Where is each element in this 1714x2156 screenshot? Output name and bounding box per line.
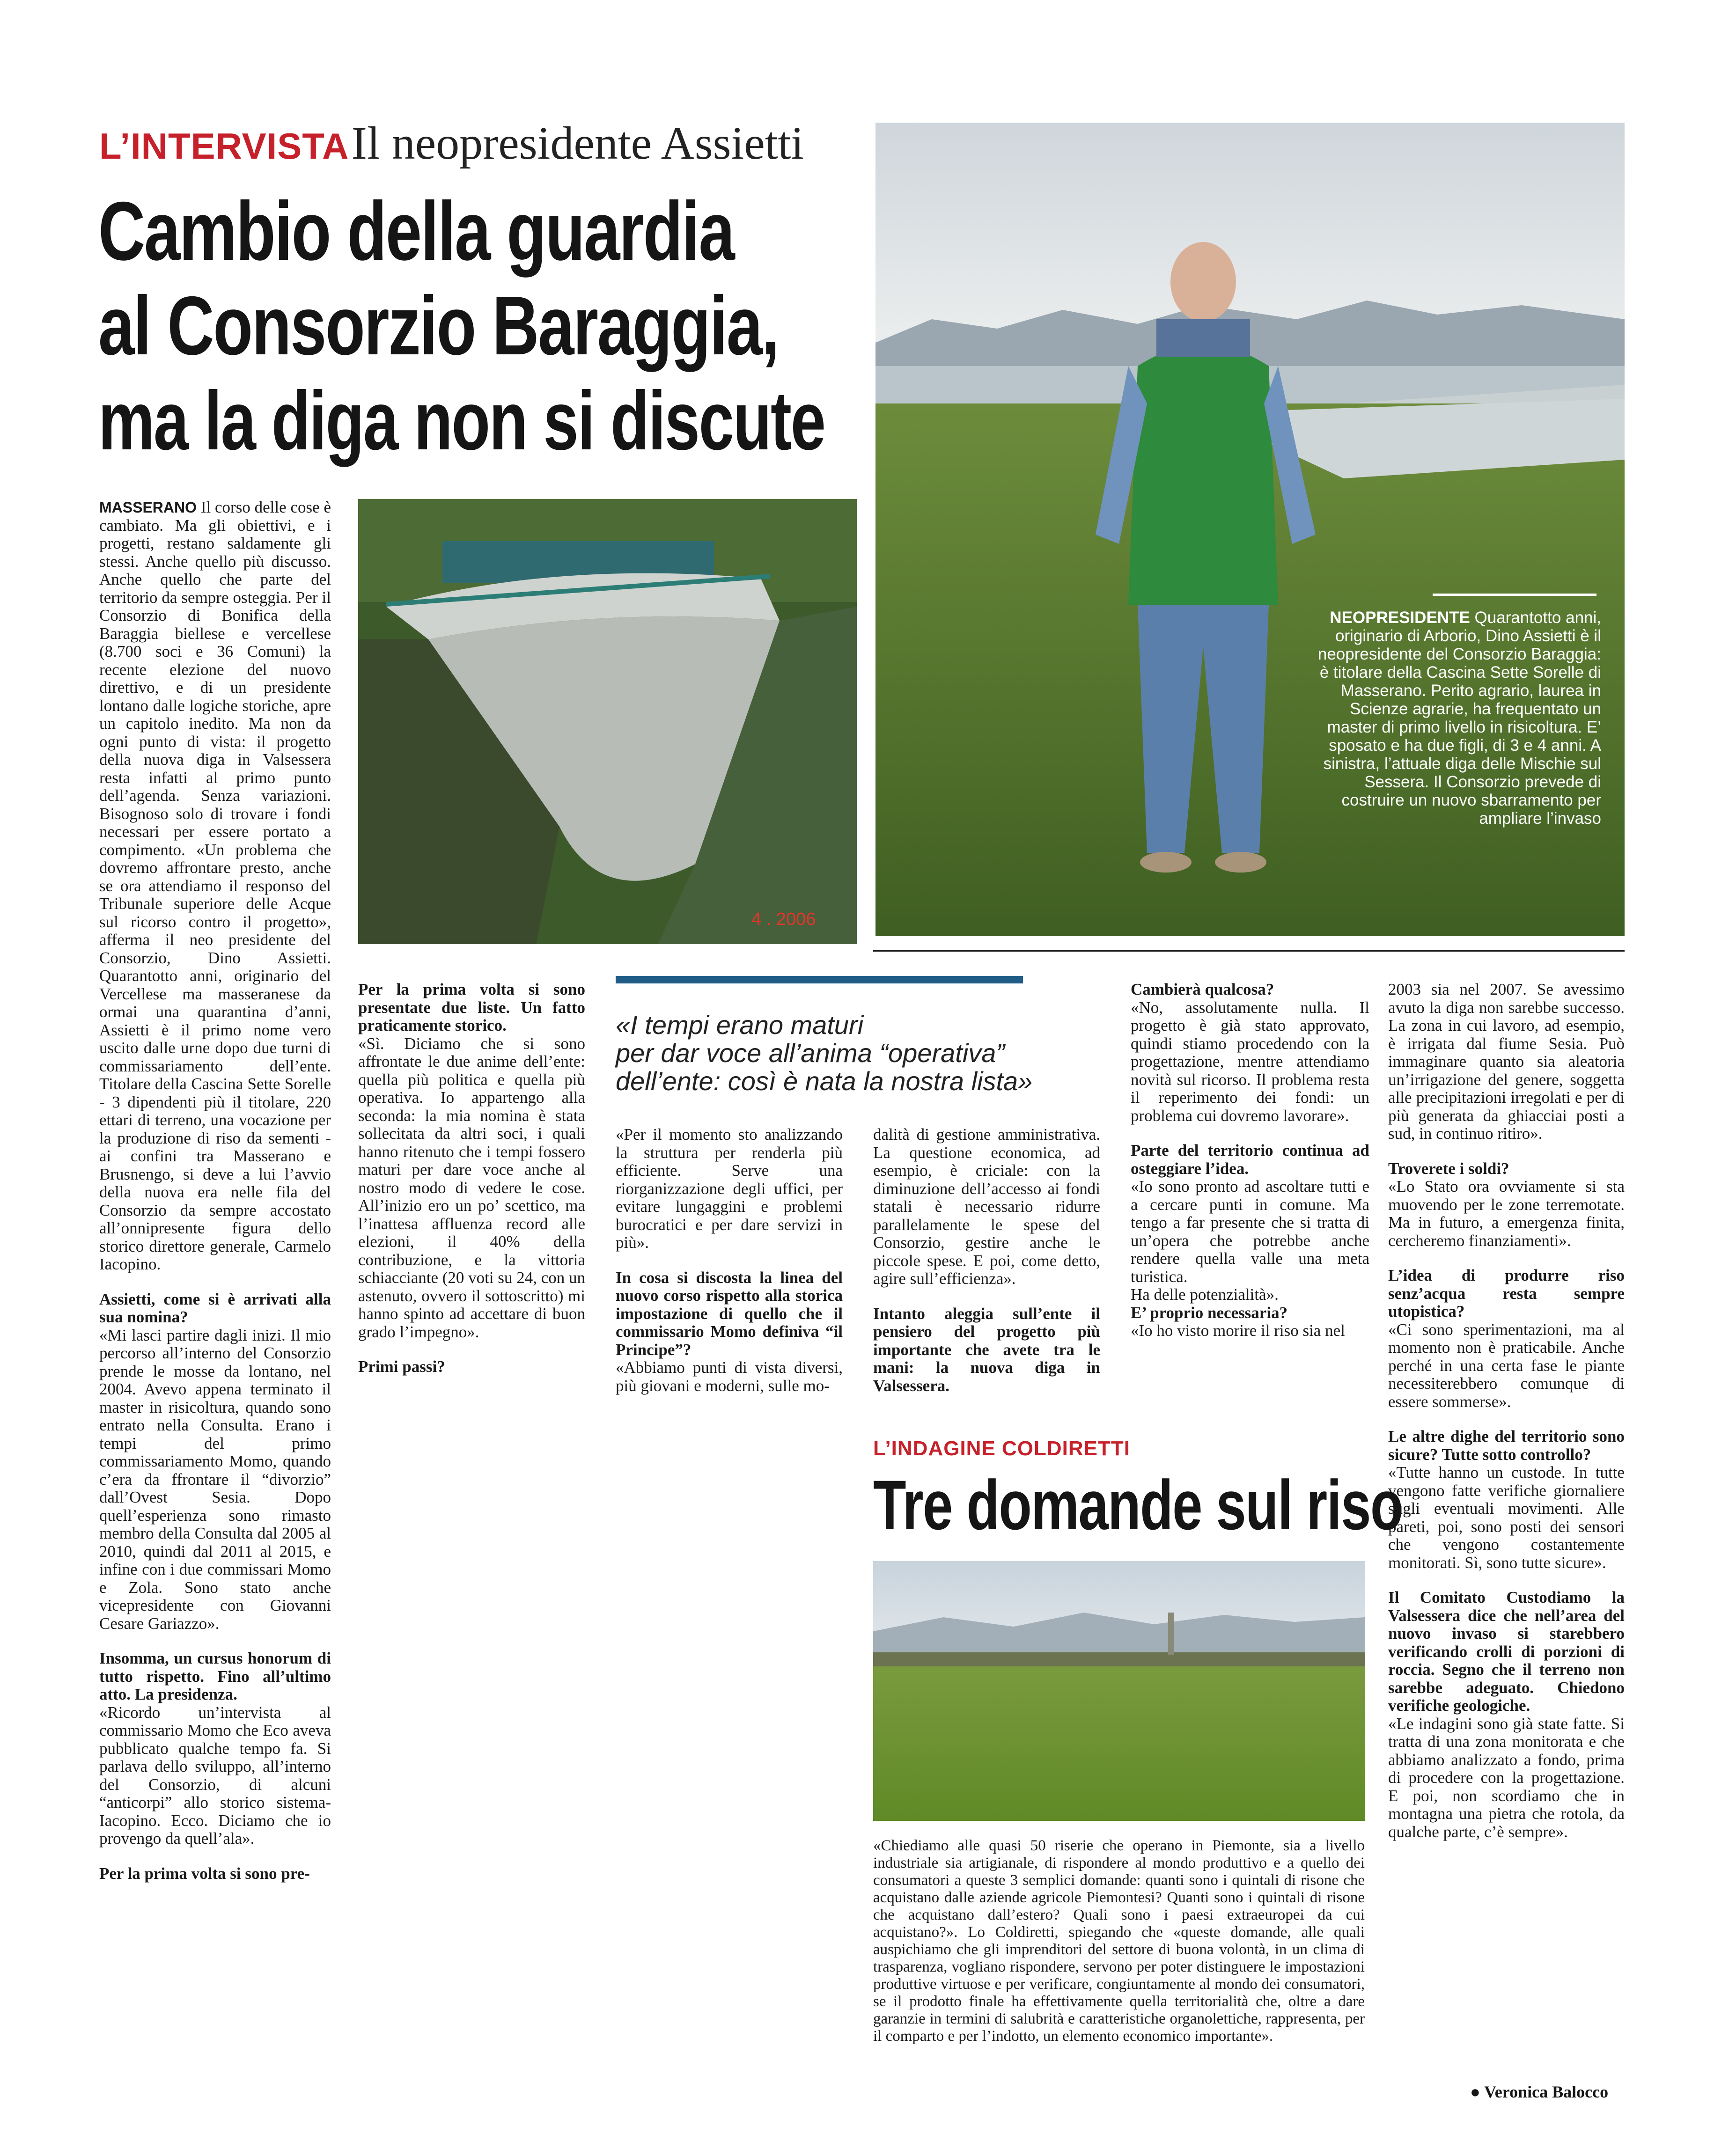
caption-rule bbox=[1433, 594, 1596, 596]
kicker-subtitle: Il neopresidente Assietti bbox=[351, 117, 804, 169]
headline-line-2: al Consorzio Baraggia, bbox=[98, 279, 779, 372]
answer-3: «Sì. Diciamo che si sono affrontate le due anime dell’ente: quella più politica e quella più operativa. Io appartengo alla seconda: la mia nomina è stata sollecitata da altri soci, i quali hanno ritenuto che i tempi fossero maturi per dare voce anche al nostro modo di vedere le cose. All’inizio ero un po’ scettico, ma l’inattesa affluenza record alle elezioni, il 40% della contribuzione, e la vittoria schiacciante (20 voti su 24, con un astenuto, ovvero il sottoscritto) mi hanno spinto ad accettare di buon grado l’impegno». bbox=[358, 1034, 585, 1341]
answer-2: «Ricordo un’intervista al commissario Momo che Eco aveva pubblicato qualche tempo fa. Si parlava dello sviluppo, all’interno del Consorzio, di alcuni “anticorpi” allo storico sistema-Iacopino. Ecco. Diciamo che io provengo da quell’ala». bbox=[99, 1703, 331, 1848]
question-2: Insomma, un cursus honorum di tutto rispetto. Fino all’ultimo atto. La presidenza. bbox=[99, 1649, 331, 1703]
article-column-2 bbox=[358, 981, 585, 1430]
rice-field-photo bbox=[873, 1561, 1365, 1821]
headline-line-1: Cambio della guardia bbox=[98, 184, 734, 278]
article-column-6 bbox=[1388, 981, 1625, 2095]
pullquote-bar bbox=[616, 976, 1023, 983]
sidebar-kicker: L’INDAGINE COLDIRETTI bbox=[873, 1437, 1130, 1460]
section-rule bbox=[873, 950, 1625, 952]
article-column-4 bbox=[873, 1126, 1100, 1416]
dam-photo-date: 4 . 2006 bbox=[751, 909, 816, 929]
kicker bbox=[99, 116, 804, 170]
sidebar-title: Tre domande sul riso bbox=[873, 1466, 1403, 1544]
answer-7: «No, assolutamente nulla. Il progetto è già stato approvato, quindi stiamo procedendo con la progettazione, mentre attendiamo novità sul ricorso. Il problema resta il reperimento dei fondi: un problema cui dovremo lavorare». bbox=[1131, 998, 1369, 1125]
kicker-label: L’INTERVISTA bbox=[99, 125, 349, 167]
question-10: Troverete i soldi? bbox=[1388, 1159, 1509, 1178]
answer-8: «Io sono pronto ad ascoltare tutti e a cercare punti in comune. Ma tengo a far presente che si tratta di un’opera che potrebbe anche rendere quella valle una meta turistica. bbox=[1131, 1177, 1369, 1286]
question-4: Primi passi? bbox=[358, 1357, 445, 1376]
answer-5-end: dalità di gestione amministrativa. La questione economica, ad esempio, è criciale: con la diminuzione dell’accesso ai fondi statali è necessario ridurre parallelamente le spese del Consorzio, gestire anche le piccole spese. E poi, come detto, agire sull’efficienza». bbox=[873, 1126, 1100, 1288]
sidebar-body: «Chiediamo alle quasi 50 riserie che operano in Piemonte, sia a livello industriale sia artigianale, di rispondere al mondo produttivo e a quello dei consumatori a queste 3 semplici domande: quanti sono i quintali di risone che acquistano dalle aziende agricole Piemontesi? Quanti sono i quintali di risone che acquistano dall’estero? Quali sono i paesi extraeuropei da cui acquistano?». Lo Coldiretti, spiegando che «queste domande, alle quali auspichiamo che gli imprenditori del settore di buona volontà, in un clima di trasparenza, vogliano rispondere, servono per poter distinguere le impostazioni produttive virtuose e per verificare, congiuntamente al mondo dei consumatori, se il prodotto finale ha effettivamente quella territorialità che, oltre a dare garanzie in termini di salubrità e caratteristiche organolettiche, rappresenta, per il comparto e per l’indotto, un elemento economico importante». bbox=[873, 1837, 1365, 2045]
pullquote-line-2: per dar voce all’anima “operativa” bbox=[616, 1038, 1005, 1068]
byline-bullet: ● bbox=[1470, 2083, 1485, 2101]
answer-9-start: «Io ho visto morire il riso sia nel bbox=[1131, 1321, 1345, 1340]
answer-4: «Per il momento sto analizzando la struttura per renderla più efficiente. Serve una riorganizzazione degli uffici, per evitare lungaggini e problemi burocratici e per dare servizi in più». bbox=[616, 1126, 843, 1252]
question-12: Le altre dighe del territorio sono sicure? Tutte sotto controllo? bbox=[1388, 1427, 1625, 1464]
question-7: Cambierà qualcosa? bbox=[1131, 981, 1274, 998]
byline bbox=[1470, 2082, 1608, 2102]
question-9: E’ proprio necessaria? bbox=[1131, 1303, 1288, 1322]
article-column-5 bbox=[1131, 981, 1369, 1421]
question-6: Intanto aleggia sull’ente il pensiero del progetto più importante che avete tra le mani: la nuova diga in Valsessera. bbox=[873, 1304, 1100, 1395]
pullquote-line-1: «I tempi erano maturi bbox=[616, 1010, 864, 1040]
pull-quote bbox=[616, 1011, 1121, 1095]
byline-name: Veronica Balocco bbox=[1484, 2083, 1609, 2101]
answer-12: «Tutte hanno un custode. In tutte vengono fatte verifiche giornaliere sugli eventuali movimenti. Alle pareti, poi, sono posti dei sensori che vengono costantemente monitorati. Sì, sono tutte sicure». bbox=[1388, 1463, 1625, 1572]
caption-label: NEOPRESIDENTE bbox=[1330, 609, 1470, 627]
answer-1: «Mi lasci partire dagli inizi. Il mio percorso all’interno del Consorzio prende le mosse da lontano, nel 2004. Avevo appena terminato il master in risicoltura, quando sono entrato nella Consulta. Erano i tempi del primo commissariamento Momo, quando c’era da ffrontare il “divorzio” dall’Ovest Sesia. Dopo quell’esperienza sono rimasto membro della Consulta dal 2005 al 2010, quindi dal 2011 al 2015, e infine con i due commissari Momo e Zola. Sono stato anche vicepresidente con Giovanni Cesare Gariazzo». bbox=[99, 1326, 331, 1633]
answer-10: «Lo Stato ora ovviamente si sta muovendo per le zone terremotate. Ma in futuro, a emergenza finita, cercheremo finanziamenti». bbox=[1388, 1177, 1625, 1250]
dam-photo bbox=[358, 499, 857, 944]
headline-line-3: ma la diga non si discute bbox=[98, 374, 825, 467]
answer-9-end: 2003 sia nel 2007. Se avessimo avuto la diga non sarebbe successo. La zona in cui lavoro, ad esempio, è irrigata dal fiume Sesia. Può immaginare quanto sia aleatoria un’irrigazione del genere, soggetta alle precipitazioni irregolati e per di più generata da ghiacciai posti a sud, in continuo ritiro». bbox=[1388, 981, 1625, 1143]
article-column-3 bbox=[616, 1126, 843, 1416]
answer-5-start: «Abbiamo punti di vista diversi, più giovani e moderni, sulle mo- bbox=[616, 1358, 843, 1395]
answer-11: «Ci sono sperimentazioni, ma al momento non è praticabile. Anche perché in una certa fase le piante necessiterebbero comunque di essere sommerse». bbox=[1388, 1320, 1625, 1411]
answer-8b: Ha delle potenzialità». bbox=[1131, 1285, 1279, 1304]
question-5: In cosa si discosta la linea del nuovo corso rispetto alla storica impostazione di quello che il commissario Momo definiva “il Principe”? bbox=[616, 1268, 843, 1359]
answer-13: «Le indagini sono già state fatte. Si tratta di una zona monitorata e che abbiamo analizzato a fondo, prima di procedere con la progettazione. E poi, non scordiamo che in montagna una pietra che rotola, da qualche parte, c’è sempre». bbox=[1388, 1714, 1625, 1841]
caption-text: Quarantotto anni, originario di Arborio, Dino Assietti è il neopresidente del Consorzio Baraggia: è titolare della Cascina Sette Sorelle di Masserano. Perito agrario, laurea in Scienze agrarie, ha frequentato un master di primo livello in risicoltura. E’ sposato e ha due figli, di 3 e 4 anni. A sinistra, l’attuale diga delle Mischie sul Sessera. Il Consorzio prevede di costruire un nuovo sbarramento per ampliare l’invaso bbox=[1317, 609, 1601, 828]
article-column-1 bbox=[99, 499, 331, 2099]
question-3: Per la prima volta si sono presentate due liste. Un fatto praticamente storico. bbox=[358, 981, 585, 1034]
question-11: L’idea di produrre riso senz’acqua resta sempre utopistica? bbox=[1388, 1266, 1625, 1320]
pullquote-line-3: dell’ente: così è nata la nostra lista» bbox=[616, 1066, 1033, 1096]
question-1: Assietti, come si è arrivati alla sua nomina? bbox=[99, 1290, 331, 1326]
question-13: Il Comitato Custodiamo la Valsessera dice che nell’area del nuovo invaso si starebbero verificando crolli di porzioni di roccia. Segno che il terreno non sarebbe adeguato. Chiedono verifiche geologiche. bbox=[1388, 1588, 1625, 1715]
sidebar-text bbox=[873, 1837, 1365, 2099]
article-intro: Il corso delle cose è cambiato. Ma gli obiettivi, e i progetti, restano saldamente gli stessi. Anche quello più discusso. Anche quello che parte del territorio da sempre osteggia. Per il Consorzio di Bonifica della Baraggia biellese e vercellese (8.700 soci e 36 Comuni) la recente elezione del nuovo direttivo, e di un presidente lontano dalle logiche storiche, apre un capitolo inedito. Ma non da ogni punto di vista: il progetto della nuova diga in Valsessera resta infatti al primo punto dell’agenda. Senza variazioni. Bisognoso solo di trovare i fondi necessari per essere portato a compimento. «Un problema che dovremo affrontare presto, anche se ora attendiamo il responso del Tribunale superiore delle Acque sul ricorso contro il progetto», afferma il neo presidente del Consorzio, Dino Assietti. Quarantotto anni, originario del Vercellese ma masseranese da ormai una quarantina d’anni, Assietti è il primo nome vero uscito dalle urne dopo due turni di commissariamento dell’ente. Titolare della Cascina Sette Sorelle - 3 dipendenti più il titolare, 220 ettari di terreno, una vocazione per la produzione di riso da sementi - ai confini tra Masserano e Brusnengo, si deve a lui l’avvio della nuova era nelle fila del Consorzio da sempre accostato all’onnipresente figura dello storico direttore generale, Carmelo Iacopino. bbox=[99, 499, 331, 1273]
dateline: MASSERANO bbox=[99, 499, 197, 516]
photo-caption bbox=[1311, 609, 1601, 828]
question-3-start: Per la prima volta si sono pre- bbox=[99, 1864, 310, 1883]
question-8: Parte del territorio continua ad osteggiare l’idea. bbox=[1131, 1141, 1369, 1178]
